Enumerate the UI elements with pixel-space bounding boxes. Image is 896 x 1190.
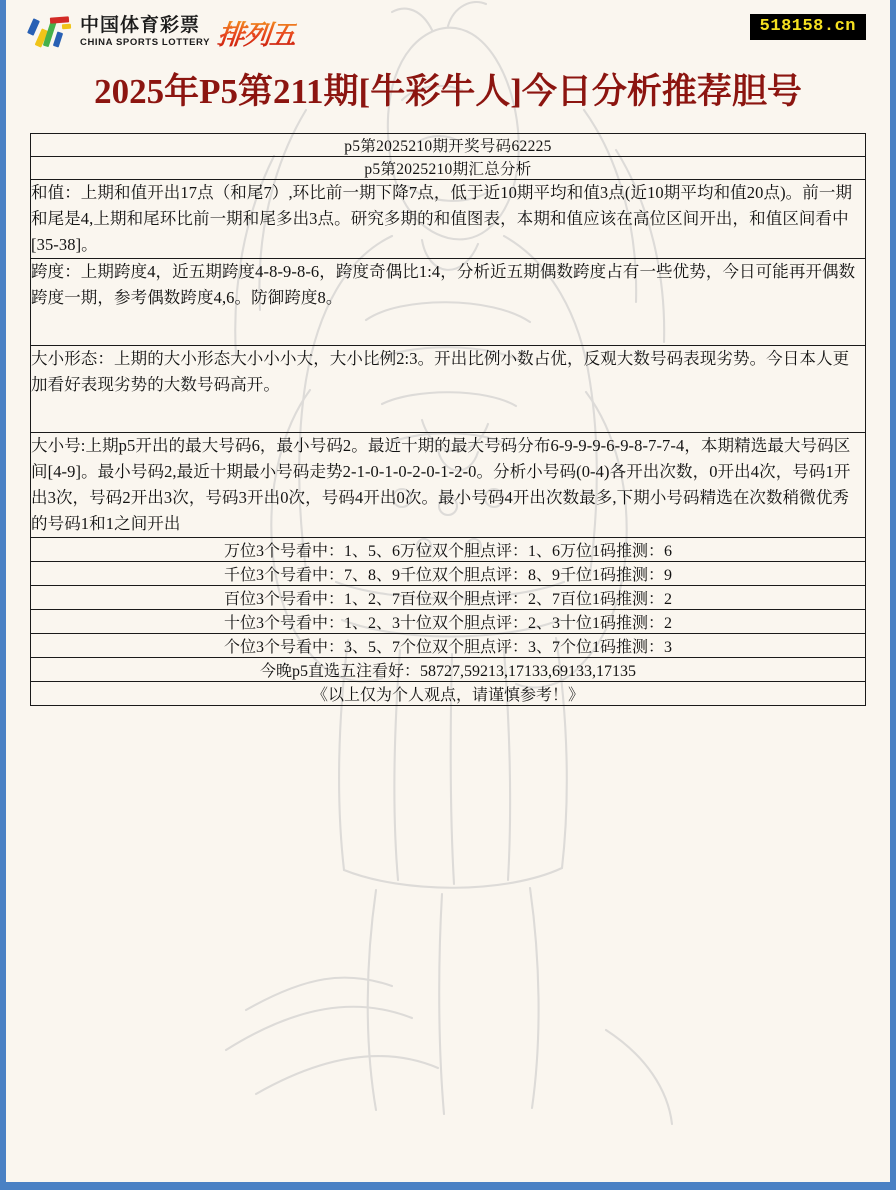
page-canvas xyxy=(6,0,890,1182)
table-row xyxy=(31,346,866,433)
position-baiwei-cell: 百位3个号看中：1、2、7百位双个胆点评：2、7百位1码推测：2 xyxy=(31,586,866,610)
page-title: 2025年P5第211期[牛彩牛人]今日分析推荐胆号 xyxy=(94,72,802,111)
table-row xyxy=(31,562,866,586)
game-name-label: 排列五 xyxy=(216,13,298,52)
recommended-picks-cell: 今晚p5直选五注看好：58727,59213,17133,69133,17135 xyxy=(31,658,866,682)
disclaimer-cell: 《以上仅为个人观点，请谨慎参考！》 xyxy=(31,682,866,706)
table-row xyxy=(31,259,866,346)
table-row xyxy=(31,658,866,682)
table-row xyxy=(31,634,866,658)
brand-logo[interactable] xyxy=(28,10,296,54)
table-row xyxy=(31,538,866,562)
analysis-table xyxy=(30,133,866,706)
summary-heading-cell: p5第2025210期汇总分析 xyxy=(31,157,866,180)
table-row xyxy=(31,682,866,706)
table-row xyxy=(31,157,866,180)
brand-name-en: CHINA SPORTS LOTTERY xyxy=(80,37,211,49)
table-row xyxy=(31,586,866,610)
table-row xyxy=(31,180,866,259)
draw-result-cell: p5第2025210期开奖号码62225 xyxy=(31,134,866,157)
table-row xyxy=(31,433,866,538)
size-number-analysis-cell: 大小号:上期p5开出的最大号码6，最小号码2。最近十期的最大号码分布6-9-9-9-6-9-8-7-7-4，本期精选最大号码区间[4-9]。最小号码2,最近十期最小号码走势2-1-0-1-0-2-0-1-2-0。分析小号码(0-4)各开出次数，0开出4次，号码1开出3次，号码2开出3次，号码3开出0次，号码4开出0次。最小号码4开出次数最多,下期小号码精选在次数稍微优秀的号码1和1之间开出 xyxy=(31,433,866,538)
table-row xyxy=(31,134,866,157)
table-row xyxy=(31,610,866,634)
brand-name-cn: 中国体育彩票 xyxy=(80,15,201,37)
position-shiwei-cell: 十位3个号看中：1、2、3十位双个胆点评：2、3十位1码推测：2 xyxy=(31,610,866,634)
site-header xyxy=(6,0,890,62)
site-domain-badge[interactable]: 518158.cn xyxy=(750,14,866,40)
position-qianwei-cell: 千位3个号看中：7、8、9千位双个胆点评：8、9千位1码推测：9 xyxy=(31,562,866,586)
kuadu-analysis-cell: 跨度：上期跨度4，近五期跨度4-8-9-8-6，跨度奇偶比1:4，分析近五期偶数跨度占有一些优势，今日可能再开偶数跨度一期，参考偶数跨度4,6。防御跨度8。 xyxy=(31,259,866,346)
sports-lottery-mark-icon xyxy=(28,13,74,51)
size-form-analysis-cell: 大小形态：上期的大小形态大小小小大，大小比例2:3。开出比例小数占优，反观大数号码表现劣势。今日本人更加看好表现劣势的大数号码高开。 xyxy=(31,346,866,433)
hezhi-analysis-cell: 和值：上期和值开出17点（和尾7）,环比前一期下降7点，低于近10期平均和值3点(近10期平均和值20点)。前一期和尾是4,上期和尾环比前一期和尾多出3点。研究多期的和值图表，本期和值应该在高位区间开出，和值区间看中[35-38]。 xyxy=(31,180,866,259)
position-wanwei-cell: 万位3个号看中：1、5、6万位双个胆点评：1、6万位1码推测：6 xyxy=(31,538,866,562)
position-gewei-cell: 个位3个号看中：3、5、7个位双个胆点评：3、7个位1码推测：3 xyxy=(31,634,866,658)
